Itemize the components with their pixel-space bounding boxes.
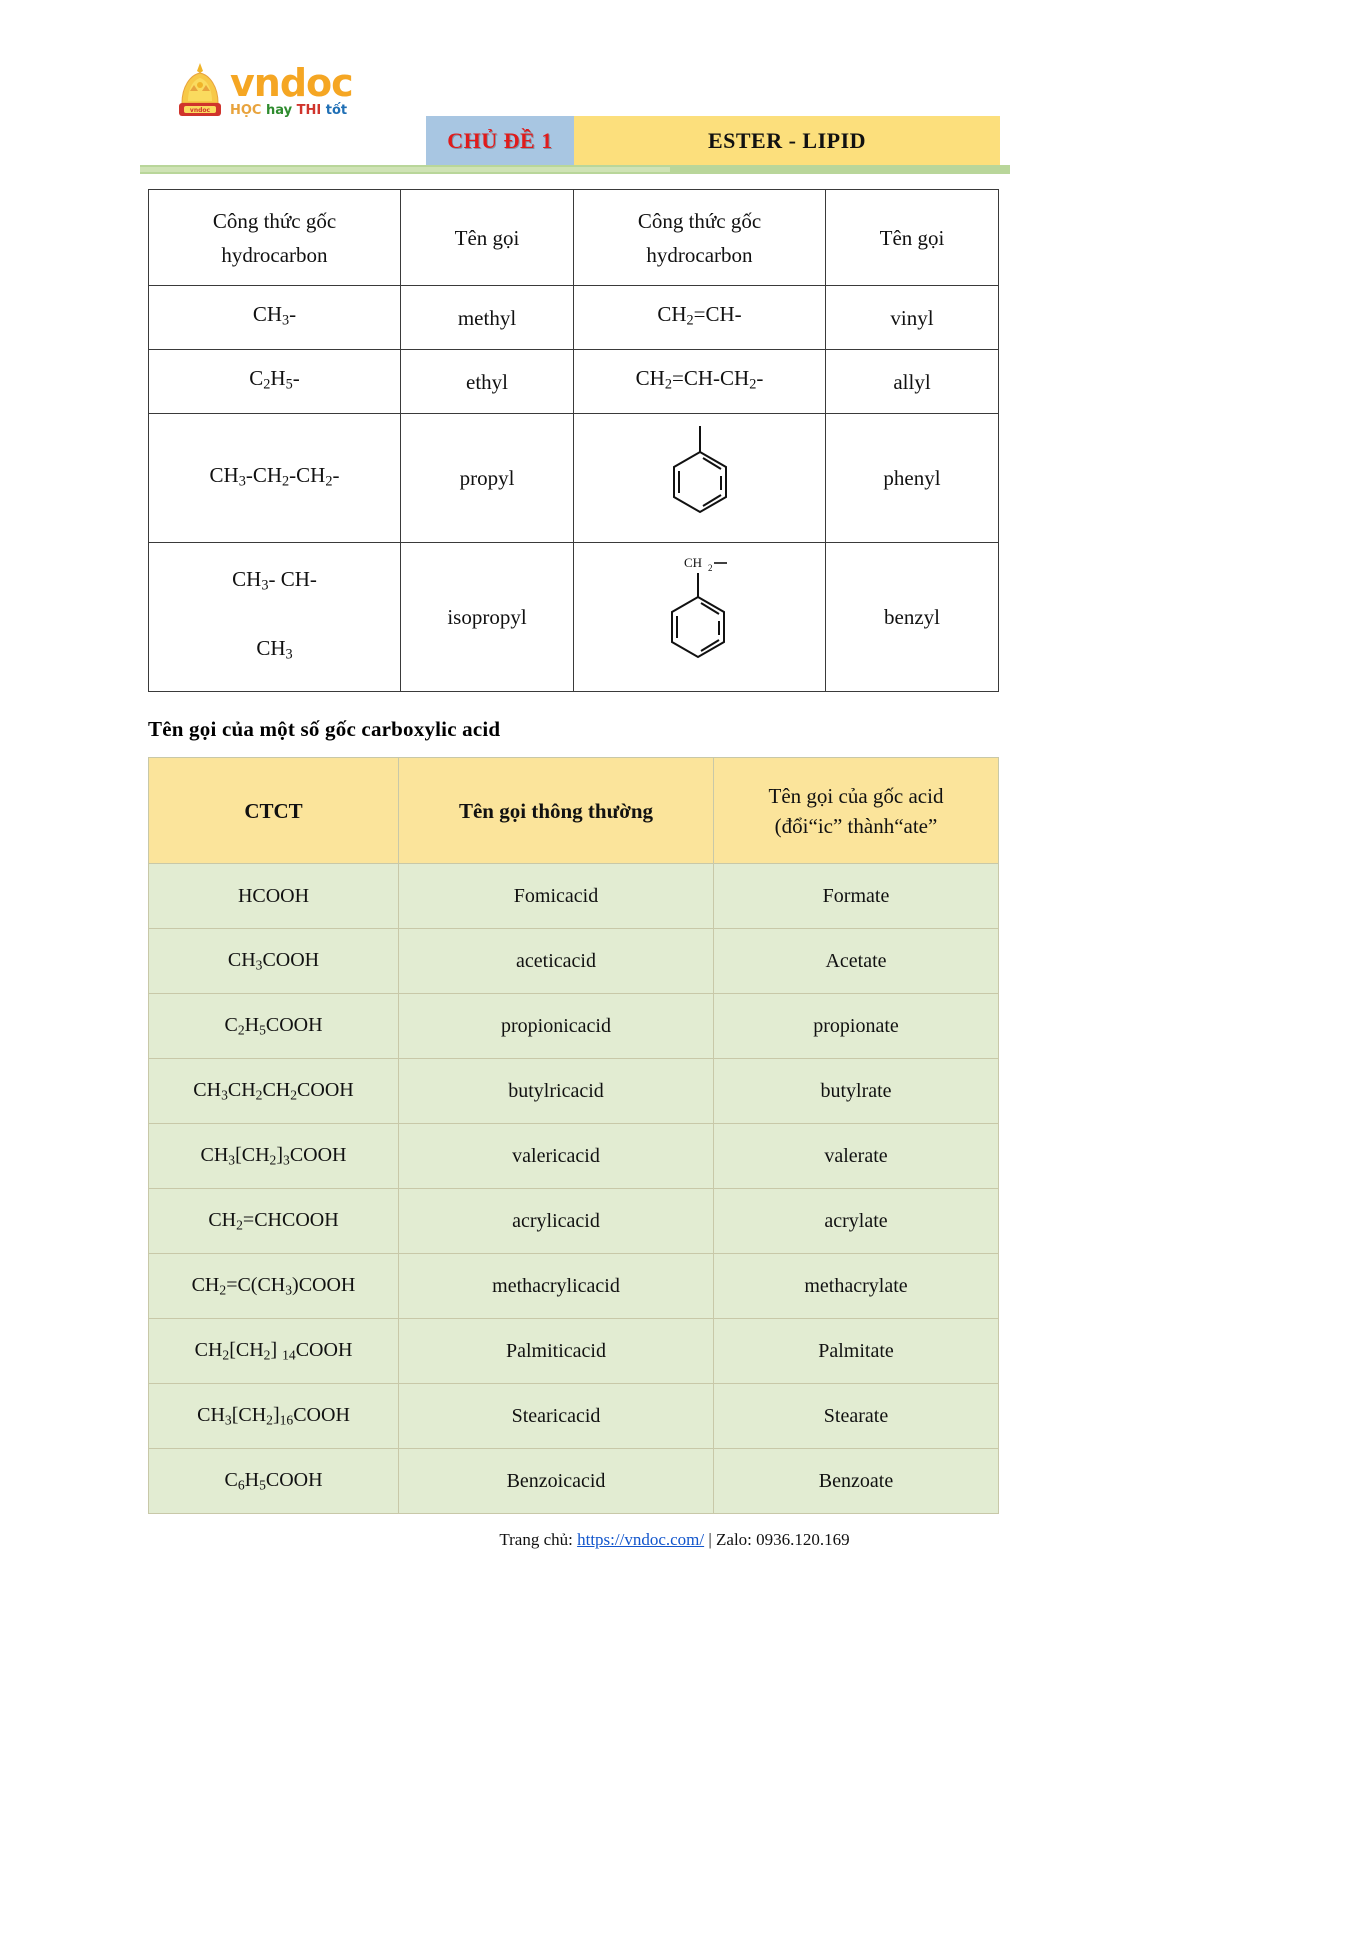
cell-radical-benzoate: Benzoate (714, 1449, 999, 1514)
vndoc-crown-icon (176, 61, 224, 121)
page-footer (0, 1530, 1349, 1550)
cell-radical-palmitate: Palmitate (714, 1319, 999, 1384)
cell-radical-acrylate: acrylate (714, 1189, 999, 1254)
table-row (149, 1189, 999, 1254)
cell-common-methacrylic: methacrylicacid (399, 1254, 714, 1319)
logo-wordmark: vndoc (230, 60, 353, 105)
col-header-common-name: Tên gọi thông thường (399, 758, 714, 864)
cell-radical-valerate: valerate (714, 1124, 999, 1189)
col-header-formula-right-line1: Công thức gốc (637, 208, 762, 233)
cell-common-palmitic: Palmiticacid (399, 1319, 714, 1384)
table-row (149, 350, 999, 414)
cell-name-phenyl: phenyl (826, 414, 999, 543)
cell-common-propionic: propionicacid (399, 994, 714, 1059)
cell-ctct-methacrylic: $CH_2=C(CH_3)COOH$ (149, 1254, 399, 1319)
isopropyl-line1: $CH_3-$ CH- (232, 567, 317, 594)
cell-common-stearic: Stearicacid (399, 1384, 714, 1449)
cell-ctct-formic: HCOOH (149, 864, 399, 929)
table-header-row (149, 190, 999, 286)
hydrocarbon-radicals-table (148, 189, 999, 692)
vndoc-logo (176, 52, 366, 130)
col-header-radical-line1: Tên gọi của gốc acid (768, 783, 944, 808)
table-row (149, 864, 999, 929)
isopropyl-line2: $CH_3$ (256, 636, 293, 663)
svg-text:CH: CH (683, 555, 702, 570)
table-row (149, 1124, 999, 1189)
cell-name-ethyl: ethyl (401, 350, 574, 414)
cell-ctct-benzoic: $C_6H_5COOH$ (149, 1449, 399, 1514)
cell-ctct-palmitic: $CH_2[CH_2]$ $_{14}$COOH (149, 1319, 399, 1384)
header-divider (140, 165, 1010, 174)
table-row (149, 1384, 999, 1449)
cell-structure-phenyl (574, 414, 826, 543)
col-header-radical-line2: (đổi“ic” thành“ate” (774, 813, 938, 838)
footer-suffix: | Zalo: 0936.120.169 (704, 1530, 850, 1549)
cell-formula-isopropyl (149, 543, 401, 692)
carboxylic-radicals-table (148, 757, 999, 1514)
table-row (149, 1059, 999, 1124)
cell-formula-ethyl: $C_2H_5-$ (149, 350, 401, 414)
svg-text:2: 2 (707, 563, 712, 573)
cell-common-acrylic: acrylicacid (399, 1189, 714, 1254)
logo-tag-hay: hay (266, 102, 293, 118)
col-header-formula-left-line2: hydrocarbon (221, 242, 328, 267)
cell-radical-formate: Formate (714, 864, 999, 929)
cell-ctct-acrylic: $CH_2=CHCOOH$ (149, 1189, 399, 1254)
cell-ctct-butyric: $CH_3CH_2CH_2COOH$ (149, 1059, 399, 1124)
svg-text:vndoc: vndoc (189, 107, 211, 114)
table-row (149, 286, 999, 350)
benzyl-structure (578, 551, 821, 683)
table-row (149, 994, 999, 1059)
cell-formula-allyl: $CH_2=CH-CH_2-$ (574, 350, 826, 414)
cell-formula-methyl: $CH_3-$ (149, 286, 401, 350)
table-row (149, 929, 999, 994)
carboxylic-radicals-table-wrap (148, 757, 998, 1514)
col-header-formula-left (149, 190, 401, 286)
cell-common-butyric: butylricacid (399, 1059, 714, 1124)
cell-name-benzyl: benzyl (826, 543, 999, 692)
cell-structure-benzyl (574, 543, 826, 692)
page-header (0, 52, 1349, 153)
cell-formula-propyl: $CH_3-CH_2-CH_2-$ (149, 414, 401, 543)
chapter-label-box (426, 116, 574, 165)
col-header-radical-name (714, 758, 999, 864)
cell-radical-butyrate: butylrate (714, 1059, 999, 1124)
table-row (149, 543, 999, 692)
cell-name-isopropyl: isopropyl (401, 543, 574, 692)
cell-name-methyl: methyl (401, 286, 574, 350)
logo-tagline (230, 103, 353, 118)
col-header-name-right: Tên gọi (826, 190, 999, 286)
cell-ctct-propionic: $C_2H_5COOH$ (149, 994, 399, 1059)
logo-tag-thi: THI (296, 102, 322, 118)
cell-common-valeric: valericacid (399, 1124, 714, 1189)
logo-tag-tot: tốt (325, 102, 348, 118)
page-title: ESTER - LIPID (707, 127, 867, 153)
logo-tag-hoc: HỌC (230, 102, 262, 118)
col-header-ctct: CTCT (149, 758, 399, 864)
phenyl-structure (578, 422, 821, 534)
benzyl-ring-icon (645, 551, 755, 683)
cell-name-vinyl: vinyl (826, 286, 999, 350)
table-header-row (149, 758, 999, 864)
col-header-formula-right-line2: hydrocarbon (646, 242, 753, 267)
cell-radical-propionate: propionate (714, 994, 999, 1059)
table-row (149, 1449, 999, 1514)
table-row (149, 414, 999, 543)
table-row (149, 1254, 999, 1319)
chapter-banner (426, 116, 1000, 165)
footer-prefix: Trang chủ: (499, 1530, 578, 1549)
chapter-title-box (574, 116, 1000, 165)
section-heading: Tên gọi của một số gốc carboxylic acid (148, 717, 501, 741)
cell-formula-vinyl: $CH_2=CH-$ (574, 286, 826, 350)
cell-common-benzoic: Benzoicacid (399, 1449, 714, 1514)
cell-common-acetic: aceticacid (399, 929, 714, 994)
cell-ctct-stearic: $CH_3[CH_2]_{16}COOH$ (149, 1384, 399, 1449)
benzene-ring-icon (650, 422, 750, 534)
document-page (0, 52, 1349, 1960)
cell-radical-acetate: Acetate (714, 929, 999, 994)
cell-radical-methacrylate: methacrylate (714, 1254, 999, 1319)
hydrocarbon-radicals-table-wrap (148, 189, 998, 692)
cell-ctct-valeric: $CH_3[CH_2]_3COOH$ (149, 1124, 399, 1189)
col-header-name-left: Tên gọi (401, 190, 574, 286)
table-row (149, 1319, 999, 1384)
vndoc-link[interactable]: https://vndoc.com/ (577, 1530, 705, 1549)
col-header-formula-left-line1: Công thức gốc (212, 208, 337, 233)
cell-ctct-acetic: $CH_3COOH$ (149, 929, 399, 994)
chapter-label: CHỦ ĐỀ 1 (447, 127, 553, 153)
col-header-formula-right (574, 190, 826, 286)
cell-name-propyl: propyl (401, 414, 574, 543)
cell-common-formic: Fomicacid (399, 864, 714, 929)
cell-name-allyl: allyl (826, 350, 999, 414)
header-divider-accent (140, 167, 670, 172)
cell-radical-stearate: Stearate (714, 1384, 999, 1449)
